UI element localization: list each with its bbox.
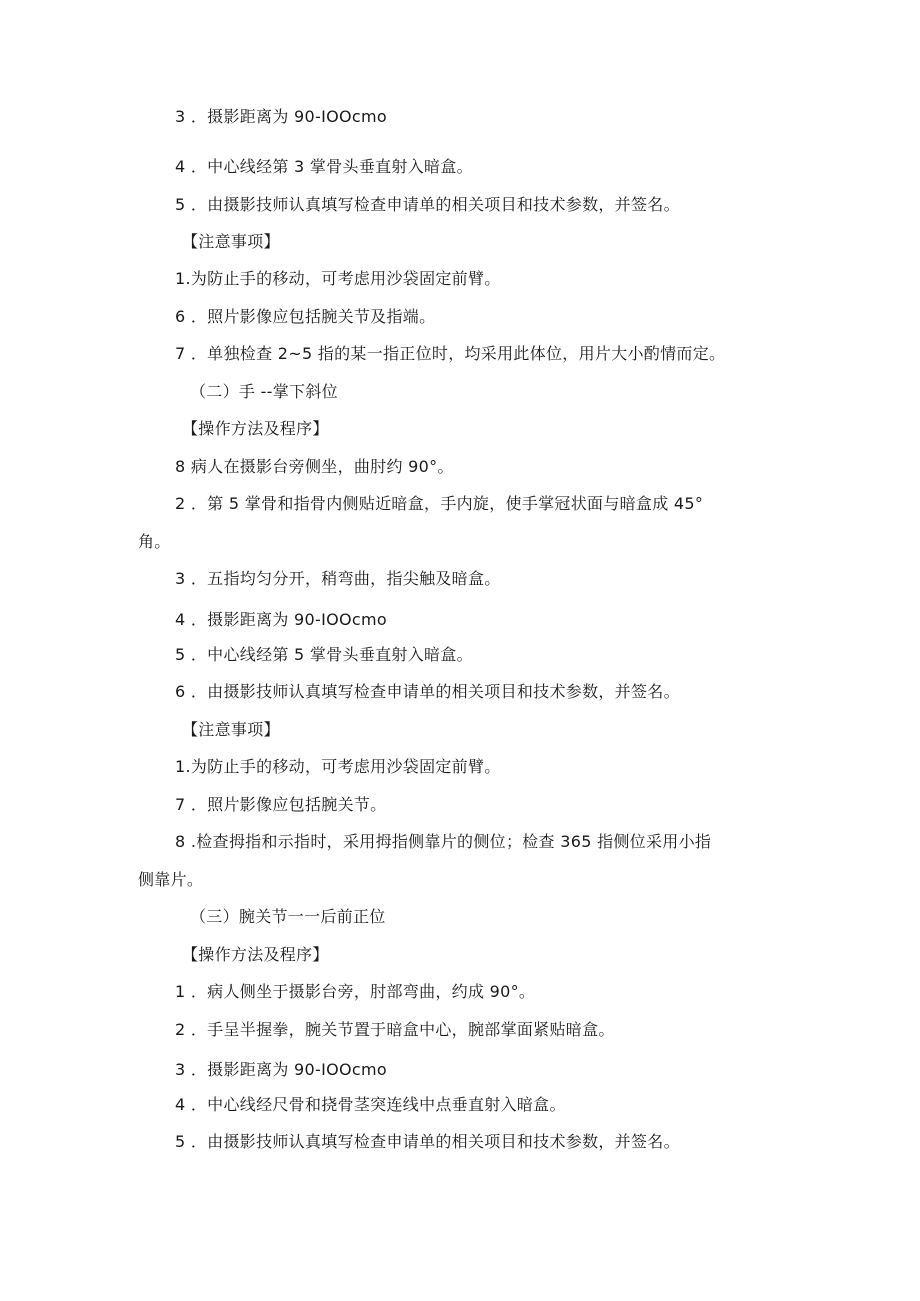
text-line: 4 ．中心线经尺骨和挠骨茎突连线中点垂直射入暗盒。	[175, 1095, 566, 1114]
text-line: 1 ．病人侧坐于摄影台旁，肘部弯曲，约成 90°。	[175, 982, 536, 1001]
text-line: 2 ．手呈半握拳，腕关节置于暗盒中心，腕部掌面紧贴暗盒。	[175, 1020, 615, 1039]
subsection-title: （二）手 --掌下斜位	[190, 382, 338, 401]
text-line: 7 ．单独检查 2~5 指的某一指正位时，均采用此体位，用片大小酌情而定。	[175, 344, 726, 363]
text-line: 3 ．摄影距离为 90-IOOcmo	[175, 1060, 387, 1079]
section-heading: 【注意事项】	[182, 232, 280, 251]
text-line: 4 ．中心线经第 3 掌骨头垂直射入暗盒。	[175, 157, 473, 176]
text-line: 6 ．照片影像应包括腕关节及指端。	[175, 307, 436, 326]
section-heading: 【操作方法及程序】	[182, 419, 329, 438]
text-line: 2 ．第 5 掌骨和指骨内侧贴近暗盒，手内旋，使手掌冠状面与暗盒成 45°	[175, 494, 704, 513]
text-line: 8 病人在摄影台旁侧坐，曲肘约 90°。	[175, 457, 454, 476]
text-line: 6 ．由摄影技师认真填写检查申请单的相关项目和技术参数，并签名。	[175, 682, 680, 701]
text-line: 5 ．中心线经第 5 掌骨头垂直射入暗盒。	[175, 645, 473, 664]
text-line: 4 ．摄影距离为 90-IOOcmo	[175, 610, 387, 629]
text-line: 3 ．五指均匀分开，稍弯曲，指尖触及暗盒。	[175, 569, 501, 588]
section-heading: 【注意事项】	[182, 720, 280, 739]
text-line: 5 ．由摄影技师认真填写检查申请单的相关项目和技术参数，并签名。	[175, 195, 680, 214]
section-heading: 【操作方法及程序】	[182, 945, 329, 964]
text-line: 7 ．照片影像应包括腕关节。	[175, 795, 387, 814]
text-line: 侧靠片。	[138, 870, 204, 889]
text-line: 5 ．由摄影技师认真填写检查申请单的相关项目和技术参数，并签名。	[175, 1132, 680, 1151]
text-line: 角。	[138, 532, 171, 551]
text-line: 8 .检查拇指和示指时，采用拇指侧靠片的侧位；检查 365 指侧位采用小指	[175, 832, 712, 851]
text-line: 3 ．摄影距离为 90-IOOcmo	[175, 107, 387, 126]
text-line: 1.为防止手的移动，可考虑用沙袋固定前臂。	[175, 269, 501, 288]
text-line: 1.为防止手的移动，可考虑用沙袋固定前臂。	[175, 757, 501, 776]
subsection-title: （三）腕关节一一后前正位	[190, 907, 386, 926]
